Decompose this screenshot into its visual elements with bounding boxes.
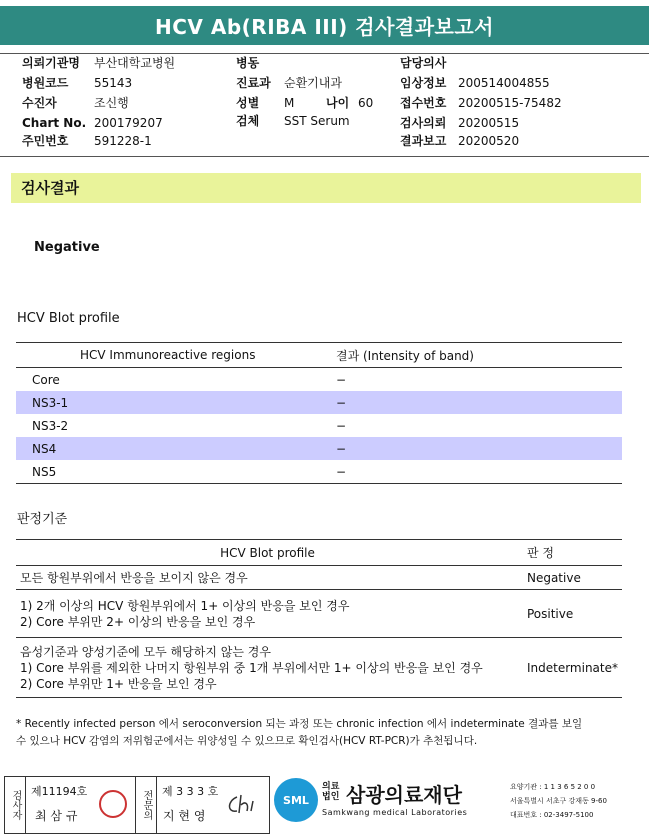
column-header: HCV Blot profile (220, 545, 315, 560)
criteria-line: 모든 항원부위에서 반응을 보이지 않은 경우 (20, 570, 248, 585)
info-label: 주민번호 (22, 134, 69, 148)
region-cell: NS5 (32, 464, 57, 479)
info-value: 200514004855 (458, 76, 550, 90)
org-prefix: 의료 (322, 782, 340, 792)
signature-box (4, 776, 270, 834)
region-cell: Core (32, 372, 60, 387)
criteria-line: 1) 2개 이상의 HCV 항원부위에서 1+ 이상의 반응을 보인 경우 (20, 598, 350, 613)
info-label: 검사의뢰 (400, 116, 447, 130)
result-cell: − (336, 372, 347, 387)
result-cell: − (336, 418, 347, 433)
inspector-seal-icon (99, 790, 127, 818)
result-value: Negative (34, 240, 100, 255)
info-value: M (284, 96, 295, 110)
contact-line: 대표번호 : 02-3497-5100 (510, 811, 594, 819)
info-value: 55143 (94, 76, 133, 90)
verdict-cell: Negative (526, 570, 581, 585)
info-label: 수진자 (22, 96, 57, 110)
info-value: 순환기내과 (284, 76, 342, 90)
info-label: 접수번호 (400, 96, 447, 110)
inspector-license: 제11194호 (31, 785, 88, 798)
table-row (16, 437, 622, 460)
info-label: Chart No. (22, 116, 87, 130)
table-row (16, 590, 622, 638)
table-row (16, 414, 622, 437)
info-value: 20200520 (458, 134, 520, 148)
info-label: 병동 (236, 56, 260, 70)
inspector-label: 검사자 (5, 777, 26, 833)
info-value: 20200515 (458, 116, 520, 130)
blot-profile-table (16, 342, 622, 484)
verdict-cell: Positive (526, 606, 574, 621)
criteria-line: 음성기준과 양성기준에 모두 해당하지 않는 경우 (20, 644, 271, 659)
lab-logo (274, 776, 644, 832)
info-value: 20200515-75482 (458, 96, 562, 110)
table-row (16, 566, 622, 590)
info-label: 담당의사 (400, 56, 447, 70)
table-row (16, 391, 622, 414)
info-label: 임상정보 (400, 76, 447, 90)
contact-line: 서울특별시 서초구 강재동 9-60 (510, 797, 607, 805)
info-label: 성별 (236, 96, 260, 110)
region-cell: NS4 (32, 441, 57, 456)
inspector-name: 최 삼 규 (35, 809, 78, 823)
info-label: 결과보고 (400, 134, 447, 148)
criteria-line: 2) Core 부위만 2+ 이상의 반응을 보인 경우 (20, 614, 256, 629)
region-cell: NS3-1 (32, 395, 69, 410)
criteria-title: 판정기준 (17, 512, 68, 527)
signature-icon (225, 791, 259, 817)
info-value: 200179207 (94, 116, 163, 130)
info-label: 의뢰기관명 (22, 56, 80, 70)
sml-logo-icon: SML (274, 778, 318, 822)
info-value: 조신행 (94, 96, 129, 110)
result-cell: − (336, 464, 347, 479)
org-english: Samkwang medical Laboratories (322, 808, 468, 817)
specialist-name: 지 현 영 (163, 809, 206, 823)
info-label: 진료과 (236, 76, 271, 90)
contact-line: 요양기관 : 1 1 3 6 5 2 0 0 (510, 783, 596, 791)
org-prefix: 법인 (322, 792, 340, 802)
verdict-cell: Indeterminate* (526, 660, 618, 675)
info-value: SST Serum (284, 114, 350, 128)
result-cell: − (336, 441, 347, 456)
table-row (16, 368, 622, 392)
specialist-label: 전문의 (136, 777, 157, 833)
footnote-line: 수 있으나 HCV 감염의 저위험군에서는 위양성일 수 있으므로 확인검사(HCV RT-PCR)가 추천됩니다. (16, 735, 478, 747)
info-value: 591228-1 (94, 134, 152, 148)
criteria-table (16, 539, 622, 698)
column-header: HCV Immunoreactive regions (80, 348, 256, 362)
age-value: 60 (358, 96, 374, 110)
table-row (16, 460, 622, 484)
divider (0, 156, 649, 157)
info-value: 부산대학교병원 (94, 56, 176, 70)
blot-profile-title: HCV Blot profile (17, 311, 120, 326)
info-label: 검체 (236, 114, 260, 128)
column-header: 판 정 (526, 546, 554, 560)
age-label: 나이 (326, 96, 350, 110)
column-header: 결과 (Intensity of band) (336, 348, 474, 363)
result-section-header: 검사결과 (11, 173, 641, 203)
footnote (16, 716, 626, 750)
result-cell: − (336, 395, 347, 410)
table-row (16, 638, 622, 698)
report-title: HCV Ab(RIBA III) 검사결과보고서 (0, 6, 649, 45)
info-label: 병원코드 (22, 76, 69, 90)
org-name: 삼광의료재단 (346, 783, 462, 807)
region-cell: NS3-2 (32, 418, 69, 433)
criteria-line: 1) Core 부위를 제외한 나머지 항원부위 중 1개 부위에서만 1+ 이상의 반응을 보인 경우 (20, 660, 483, 675)
specialist-license: 제 3 3 3 호 (162, 785, 219, 798)
criteria-line: 2) Core 부위만 1+ 반응을 보인 경우 (20, 676, 217, 691)
footnote-line: * Recently infected person 에서 seroconversion 되는 과정 또는 chronic infection 에서 indeterminate 결과를 보일 (16, 718, 583, 730)
